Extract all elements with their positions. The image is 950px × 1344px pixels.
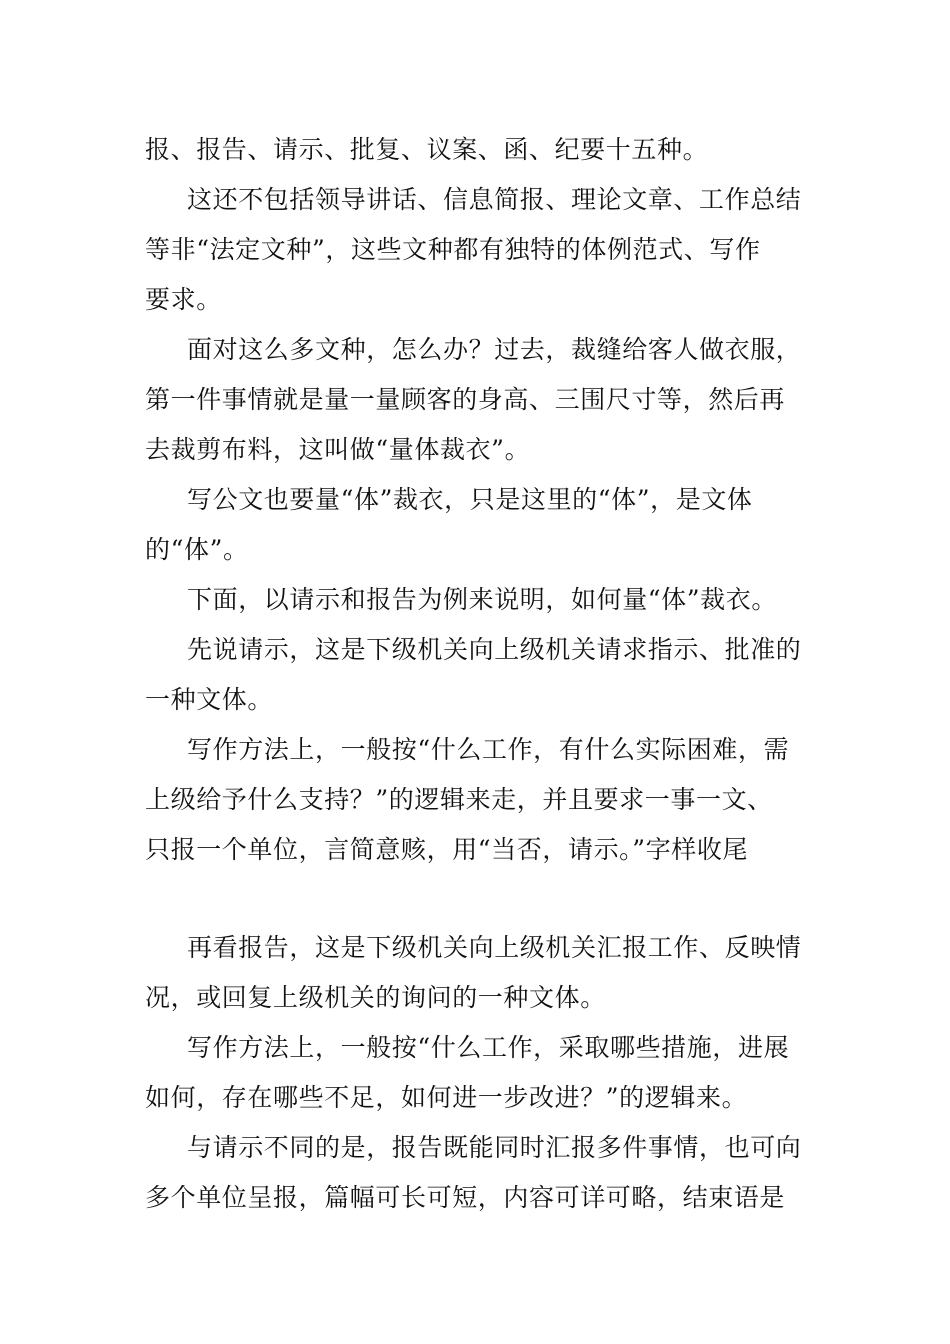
text-line: 去裁剪布料，这叫做“量体裁衣”。: [145, 435, 531, 464]
text-line: 只报一个单位，言简意赅，用“当否，请示。”字样收尾: [145, 835, 749, 864]
paragraph-start-line: 先说请示，这是下级机关向上级机关请求指示、批准的: [187, 635, 802, 664]
text-line: 况，或回复上级机关的询问的一种文体。: [145, 983, 606, 1012]
paragraph-start-line: 再看报告，这是下级机关向上级机关汇报工作、反映情: [187, 933, 802, 962]
paragraph-start-line: 面对这么多文种，怎么办？过去，裁缝给客人做衣服，: [187, 335, 802, 364]
paragraph-start-line: 写公文也要量“体”裁衣，只是这里的“体”，是文体: [187, 485, 753, 514]
paragraph-start-line: 这还不包括领导讲话、信息简报、理论文章、工作总结: [187, 185, 802, 214]
paragraph-start-line: 下面，以请示和报告为例来说明，如何量“体”裁衣。: [187, 585, 777, 614]
text-line: 等非“法定文种”，这些文种都有独特的体例范式、写作: [145, 235, 761, 264]
text-line: 报、报告、请示、批复、议案、函、纪要十五种。: [145, 135, 709, 164]
paragraph-start-line: 写作方法上，一般按“什么工作，有什么实际困难，需: [187, 735, 790, 764]
text-line: 第一件事情就是量一量顾客的身高、三围尺寸等，然后再: [145, 385, 786, 414]
paragraph-start-line: 写作方法上，一般按“什么工作，采取哪些措施，进展: [187, 1033, 790, 1062]
text-line: 多个单位呈报，篇幅可长可短，内容可详可略，结束语是: [145, 1183, 786, 1212]
text-line: 要求。: [145, 285, 222, 314]
text-line: 一种文体。: [145, 685, 274, 714]
paragraph-start-line: 与请示不同的是，报告既能同时汇报多件事情，也可向: [187, 1133, 802, 1162]
text-line: 的“体”。: [145, 535, 249, 564]
text-line: 上级给予什么支持？”的逻辑来走，并且要求一事一文、: [145, 785, 773, 814]
text-line: 如何，存在哪些不足，如何进一步改进？”的逻辑来。: [145, 1083, 748, 1112]
